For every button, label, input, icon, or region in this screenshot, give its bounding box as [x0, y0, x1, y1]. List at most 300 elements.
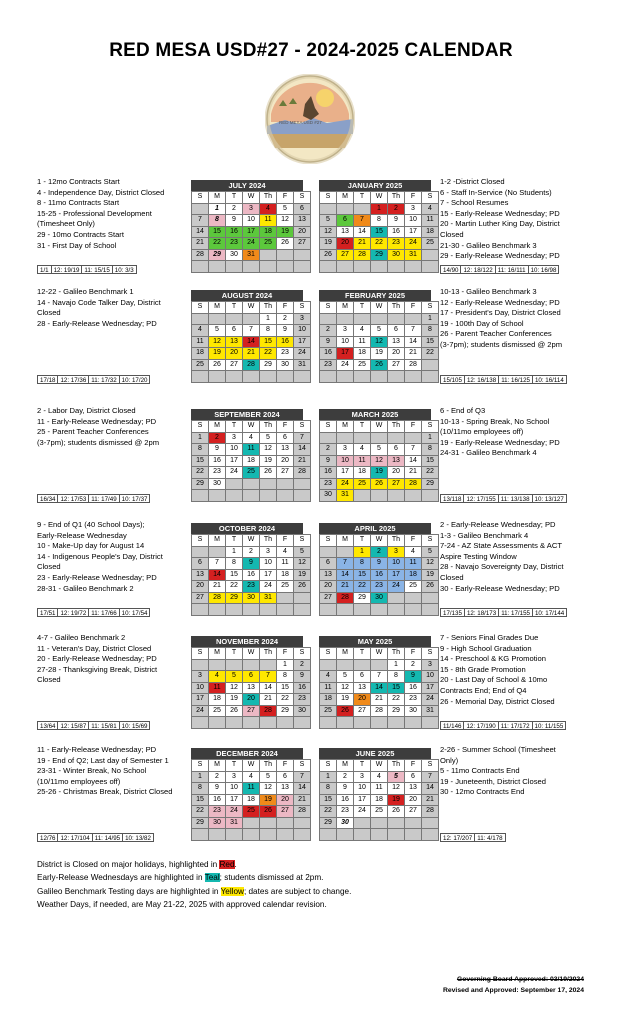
- empty-day-cell: [371, 432, 388, 444]
- legend-weather-line: Weather Days, if needed, are May 21-22, 2025 with approved calendar revision.: [37, 900, 327, 910]
- day-cell: 19: [422, 569, 439, 581]
- event-notes: 11 - Early-Release Wednesday; PD 19 - End of Q2; Last day of Semester 1 23-31 - Winter Break, No School (10/11mo employees off) 25-26 - Christmas Break, District Closed: [37, 745, 173, 797]
- weekday-header: F: [405, 302, 422, 314]
- empty-day-cell: [277, 490, 294, 502]
- empty-day-cell: [294, 478, 311, 490]
- day-count-cell: 13/64: [37, 721, 57, 730]
- day-cell: 20: [388, 467, 405, 479]
- day-cell: 24: [354, 806, 371, 818]
- day-cell: 5: [277, 203, 294, 215]
- day-cell: 2: [371, 546, 388, 558]
- day-cell: 25: [422, 238, 439, 250]
- empty-day-cell: [354, 432, 371, 444]
- day-cell: 15: [192, 455, 209, 467]
- day-cell: 21: [354, 238, 371, 250]
- weekday-header: Th: [260, 648, 277, 660]
- day-cell: 18: [371, 794, 388, 806]
- empty-day-cell: [405, 490, 422, 502]
- day-cell: 12: [371, 455, 388, 467]
- day-cell: 29: [226, 592, 243, 604]
- empty-day-cell: [192, 659, 209, 671]
- day-cell: 3: [388, 546, 405, 558]
- day-cell: 25: [354, 359, 371, 371]
- empty-day-cell: [260, 478, 277, 490]
- day-cell: 18: [243, 455, 260, 467]
- day-cell: 16: [243, 569, 260, 581]
- empty-day-cell: [243, 717, 260, 729]
- weekday-header: T: [354, 648, 371, 660]
- weekday-header: S: [320, 535, 337, 547]
- day-cell: 7: [405, 325, 422, 337]
- day-cell: 8: [422, 444, 439, 456]
- day-count-cell: 11: 4/178: [474, 833, 505, 842]
- empty-day-cell: [294, 249, 311, 261]
- day-cell: 15: [226, 569, 243, 581]
- day-cell: 1: [192, 771, 209, 783]
- weekday-header: S: [294, 648, 311, 660]
- day-cell: 27: [243, 705, 260, 717]
- day-cell: 12: [320, 226, 337, 238]
- month-calendar: [319, 636, 434, 729]
- day-cell: 28: [371, 705, 388, 717]
- day-cell: 7: [422, 771, 439, 783]
- empty-day-cell: [371, 490, 388, 502]
- day-count-cell: 12: 18/173: [464, 608, 498, 617]
- day-cell: 15: [388, 682, 405, 694]
- day-cell: 3: [226, 771, 243, 783]
- day-cell: 19: [260, 455, 277, 467]
- empty-day-cell: [294, 592, 311, 604]
- empty-day-cell: [294, 829, 311, 841]
- empty-day-cell: [209, 717, 226, 729]
- day-cell: 31: [405, 249, 422, 261]
- month-calendar: [191, 523, 306, 616]
- empty-day-cell: [226, 490, 243, 502]
- empty-day-cell: [354, 604, 371, 616]
- weekday-header: T: [226, 648, 243, 660]
- empty-day-cell: [277, 604, 294, 616]
- day-cell: 4: [422, 203, 439, 215]
- day-cell: 29: [388, 705, 405, 717]
- day-cell: 20: [337, 238, 354, 250]
- day-cell: 9: [320, 455, 337, 467]
- weekday-header: S: [192, 302, 209, 314]
- day-cell: 22: [422, 348, 439, 360]
- day-cell: 9: [209, 444, 226, 456]
- day-count-bar: [440, 265, 588, 274]
- day-count-cell: 12: 17/190: [463, 721, 497, 730]
- day-cell: 18: [405, 569, 422, 581]
- day-count-cell: 10: 17/37: [119, 494, 151, 503]
- day-cell: 13: [388, 455, 405, 467]
- day-cell: 13: [354, 682, 371, 694]
- day-cell: 9: [243, 558, 260, 570]
- event-notes: 2-26 - Summer School (Timesheet Only) 5 - 11mo Contracts End 19 - Juneteenth, District Closed 30 - 12mo Contracts End: [440, 745, 556, 797]
- day-cell: 11: [354, 455, 371, 467]
- day-cell: 14: [294, 444, 311, 456]
- empty-day-cell: [226, 659, 243, 671]
- day-cell: 13: [337, 226, 354, 238]
- day-cell: 14: [405, 336, 422, 348]
- day-cell: 3: [337, 444, 354, 456]
- month-title: JANUARY 2025: [319, 180, 431, 191]
- day-cell: 24: [192, 705, 209, 717]
- day-cell: 19: [260, 794, 277, 806]
- empty-day-cell: [294, 261, 311, 273]
- empty-day-cell: [371, 717, 388, 729]
- empty-day-cell: [320, 659, 337, 671]
- day-cell: 24: [260, 581, 277, 593]
- seal-text-left: RED MESA USD #27: [279, 120, 322, 125]
- day-cell: 19: [294, 569, 311, 581]
- empty-day-cell: [294, 604, 311, 616]
- day-cell: 27: [192, 592, 209, 604]
- weekday-header: F: [405, 192, 422, 204]
- empty-day-cell: [209, 313, 226, 325]
- day-count-cell: 10: 17/144: [532, 608, 567, 617]
- day-count-bar: [37, 265, 187, 274]
- day-cell: 5: [371, 444, 388, 456]
- day-cell: 10: [337, 455, 354, 467]
- day-cell: 7: [243, 325, 260, 337]
- day-cell: 13: [388, 336, 405, 348]
- empty-day-cell: [260, 490, 277, 502]
- day-cell: 26: [320, 249, 337, 261]
- day-count-cell: 11: 13/138: [498, 494, 532, 503]
- day-cell: 5: [294, 546, 311, 558]
- weekday-header: Th: [388, 421, 405, 433]
- day-cell: 12: [388, 783, 405, 795]
- day-count-cell: 11: 17/66: [88, 608, 118, 617]
- day-cell: 1: [371, 203, 388, 215]
- day-cell: 20: [294, 226, 311, 238]
- weekday-header: M: [337, 302, 354, 314]
- day-cell: 4: [192, 325, 209, 337]
- empty-day-cell: [294, 817, 311, 829]
- weekday-header: T: [226, 192, 243, 204]
- day-cell: 16: [337, 794, 354, 806]
- day-cell: 7: [209, 558, 226, 570]
- day-cell: 11: [354, 336, 371, 348]
- month-calendar: [319, 748, 434, 841]
- empty-day-cell: [354, 203, 371, 215]
- day-cell: 14: [371, 682, 388, 694]
- weekday-header: F: [405, 648, 422, 660]
- day-cell: 30: [209, 817, 226, 829]
- day-count-cell: 11: 17/49: [88, 494, 118, 503]
- empty-day-cell: [388, 371, 405, 383]
- month-title: SEPTEMBER 2024: [191, 409, 303, 420]
- day-cell: 26: [371, 478, 388, 490]
- weekday-header: T: [354, 760, 371, 772]
- day-cell: 25: [371, 806, 388, 818]
- weekday-header: T: [354, 302, 371, 314]
- weekday-header: S: [294, 760, 311, 772]
- day-cell: 11: [260, 215, 277, 227]
- day-cell: 8: [209, 215, 226, 227]
- day-cell: 14: [405, 455, 422, 467]
- day-count-cell: 12: 17/53: [57, 494, 88, 503]
- day-count-cell: 12: 17/36: [57, 375, 88, 384]
- day-cell: 18: [260, 226, 277, 238]
- day-cell: 28: [337, 592, 354, 604]
- day-cell: 9: [371, 558, 388, 570]
- weekday-header: Th: [260, 760, 277, 772]
- empty-day-cell: [371, 371, 388, 383]
- empty-day-cell: [405, 313, 422, 325]
- day-count-cell: 10: 11/155: [532, 721, 567, 730]
- weekday-header: F: [277, 760, 294, 772]
- empty-day-cell: [422, 817, 439, 829]
- day-cell: 7: [192, 215, 209, 227]
- day-count-bar: [37, 375, 187, 384]
- day-cell: 6: [388, 444, 405, 456]
- day-cell: 8: [320, 783, 337, 795]
- empty-day-cell: [371, 261, 388, 273]
- day-cell: 11: [405, 558, 422, 570]
- day-count-bar: [37, 833, 187, 842]
- day-cell: 6: [243, 671, 260, 683]
- weekday-header: W: [371, 760, 388, 772]
- empty-day-cell: [405, 717, 422, 729]
- empty-day-cell: [388, 817, 405, 829]
- weekday-header: S: [320, 760, 337, 772]
- day-cell: 23: [209, 806, 226, 818]
- day-cell: 23: [277, 348, 294, 360]
- empty-day-cell: [422, 249, 439, 261]
- empty-day-cell: [422, 359, 439, 371]
- weekday-header: F: [277, 421, 294, 433]
- day-cell: 13: [320, 569, 337, 581]
- day-cell: 17: [388, 569, 405, 581]
- empty-day-cell: [243, 313, 260, 325]
- empty-day-cell: [226, 313, 243, 325]
- legend-red-highlight: Red: [219, 860, 235, 869]
- event-notes: 2 - Early-Release Wednesday; PD 1-3 - Galileo Benchmark 4 7-24 - AZ State Assessments & ACT Aspire Testing Window 28 - Navajo Sovereignty Day, District Closed 30 - Early-Release Wednesday; PD: [440, 520, 564, 593]
- day-cell: 27: [226, 359, 243, 371]
- legend-red-line: District is Closed on major holidays, highlighted in Red.: [37, 860, 237, 869]
- day-cell: 12: [422, 558, 439, 570]
- weekday-header: S: [192, 192, 209, 204]
- day-count-cell: 12: 17/155: [463, 494, 497, 503]
- day-cell: 27: [405, 806, 422, 818]
- day-cell: 24: [294, 348, 311, 360]
- day-cell: 15: [320, 794, 337, 806]
- day-cell: 1: [209, 203, 226, 215]
- day-cell: 12: [260, 444, 277, 456]
- weekday-header: T: [354, 535, 371, 547]
- day-cell: 2: [388, 203, 405, 215]
- day-cell: 6: [226, 325, 243, 337]
- day-cell: 15: [277, 682, 294, 694]
- day-cell: 8: [192, 783, 209, 795]
- empty-day-cell: [354, 817, 371, 829]
- day-cell: 15: [422, 336, 439, 348]
- empty-day-cell: [405, 371, 422, 383]
- day-cell: 17: [354, 794, 371, 806]
- day-count-cell: 10: 17/20: [119, 375, 151, 384]
- day-cell: 17: [226, 794, 243, 806]
- day-cell: 1: [260, 313, 277, 325]
- empty-day-cell: [209, 371, 226, 383]
- day-cell: 11: [243, 444, 260, 456]
- day-cell: 24: [226, 467, 243, 479]
- day-count-cell: 12: 19/72: [57, 608, 88, 617]
- day-cell: 12: [209, 336, 226, 348]
- empty-day-cell: [294, 490, 311, 502]
- day-cell: 30: [277, 359, 294, 371]
- weekday-header: W: [371, 302, 388, 314]
- day-cell: 6: [405, 771, 422, 783]
- day-cell: 17: [260, 569, 277, 581]
- empty-day-cell: [243, 604, 260, 616]
- empty-day-cell: [209, 546, 226, 558]
- day-cell: 27: [337, 249, 354, 261]
- weekday-header: M: [209, 535, 226, 547]
- day-cell: 14: [294, 783, 311, 795]
- day-count-cell: 15/105: [440, 375, 464, 384]
- day-cell: 29: [192, 478, 209, 490]
- day-cell: 14: [260, 682, 277, 694]
- empty-day-cell: [354, 371, 371, 383]
- day-cell: 30: [337, 817, 354, 829]
- day-cell: 11: [277, 558, 294, 570]
- day-count-cell: 12: 18/122: [460, 265, 494, 274]
- empty-day-cell: [405, 817, 422, 829]
- district-seal-icon: [265, 74, 355, 164]
- day-count-cell: 11: 15/15: [81, 265, 111, 274]
- day-cell: 7: [354, 215, 371, 227]
- day-cell: 4: [243, 771, 260, 783]
- empty-day-cell: [388, 490, 405, 502]
- day-cell: 23: [337, 806, 354, 818]
- empty-day-cell: [371, 829, 388, 841]
- day-cell: 8: [422, 325, 439, 337]
- day-cell: 23: [209, 467, 226, 479]
- empty-day-cell: [405, 432, 422, 444]
- day-cell: 3: [226, 432, 243, 444]
- empty-day-cell: [277, 371, 294, 383]
- weekday-header: S: [294, 421, 311, 433]
- empty-day-cell: [337, 432, 354, 444]
- day-cell: 15: [209, 226, 226, 238]
- empty-day-cell: [226, 478, 243, 490]
- day-count-cell: 17/18: [37, 375, 57, 384]
- day-cell: 4: [320, 671, 337, 683]
- day-cell: 3: [260, 546, 277, 558]
- day-cell: 20: [354, 694, 371, 706]
- day-count-cell: 13/118: [440, 494, 463, 503]
- month-calendar: [319, 523, 434, 616]
- day-cell: 28: [294, 467, 311, 479]
- day-cell: 14: [243, 336, 260, 348]
- day-cell: 20: [226, 348, 243, 360]
- day-cell: 30: [243, 592, 260, 604]
- day-cell: 14: [422, 783, 439, 795]
- day-cell: 27: [388, 478, 405, 490]
- empty-day-cell: [405, 829, 422, 841]
- legend-yellow-line: Galileo Benchmark Testing days are highlighted in Yellow; dates are subject to change.: [37, 886, 352, 896]
- day-cell: 5: [260, 771, 277, 783]
- day-count-cell: 12: 16/138: [464, 375, 498, 384]
- day-cell: 2: [405, 659, 422, 671]
- weekday-header: S: [320, 421, 337, 433]
- day-cell: 10: [405, 215, 422, 227]
- day-cell: 24: [405, 238, 422, 250]
- day-cell: 18: [209, 694, 226, 706]
- day-count-bar: [440, 833, 588, 842]
- empty-day-cell: [209, 604, 226, 616]
- day-count-cell: 11: 16/125: [498, 375, 532, 384]
- day-cell: 28: [294, 806, 311, 818]
- day-cell: 2: [294, 659, 311, 671]
- day-cell: 20: [388, 348, 405, 360]
- day-cell: 31: [260, 592, 277, 604]
- weekday-header: S: [192, 760, 209, 772]
- weekday-header: Th: [260, 192, 277, 204]
- day-cell: 25: [354, 478, 371, 490]
- empty-day-cell: [260, 717, 277, 729]
- event-notes: 7 - Seniors Final Grades Due 9 - High School Graduation 14 - Preschool & KG Promotion 15 - 8th Grade Promotion 20 - Last Day of School & 10mo Contracts End; End of Q4 26 - Memorial Day, District Closed: [440, 633, 555, 706]
- day-count-cell: 12: 17/104: [57, 833, 91, 842]
- event-notes: 10-13 - Galileo Benchmark 3 12 - Early-Release Wednesday; PD 17 - President's Day, District Closed 19 - 100th Day of School 26 - Parent Teacher Conferences (3-7pm); students dismissed @ 2pm: [440, 287, 563, 349]
- day-cell: 9: [320, 336, 337, 348]
- day-cell: 20: [277, 455, 294, 467]
- day-cell: 30: [320, 490, 337, 502]
- day-count-cell: 12/76: [37, 833, 57, 842]
- day-cell: 18: [354, 348, 371, 360]
- empty-day-cell: [371, 313, 388, 325]
- weekday-header: W: [243, 648, 260, 660]
- day-cell: 21: [209, 581, 226, 593]
- month-calendar: [191, 748, 306, 841]
- day-cell: 15: [192, 794, 209, 806]
- weekday-header: S: [320, 302, 337, 314]
- day-cell: 1: [320, 771, 337, 783]
- empty-day-cell: [337, 717, 354, 729]
- day-cell: 2: [209, 432, 226, 444]
- weekday-header: F: [277, 192, 294, 204]
- day-cell: 23: [388, 238, 405, 250]
- day-cell: 6: [277, 771, 294, 783]
- empty-day-cell: [354, 717, 371, 729]
- legend-teal-highlight: Teal: [204, 873, 220, 883]
- empty-day-cell: [405, 604, 422, 616]
- legend-yellow-highlight: Yellow: [220, 886, 244, 896]
- day-count-cell: 10: 17/54: [119, 608, 151, 617]
- day-cell: 5: [260, 432, 277, 444]
- day-cell: 8: [371, 215, 388, 227]
- empty-day-cell: [422, 717, 439, 729]
- day-cell: 23: [320, 478, 337, 490]
- day-cell: 17: [337, 467, 354, 479]
- day-cell: 19: [226, 694, 243, 706]
- weekday-header: F: [277, 648, 294, 660]
- day-cell: 2: [243, 546, 260, 558]
- month-title: NOVEMBER 2024: [191, 636, 303, 647]
- empty-day-cell: [277, 261, 294, 273]
- weekday-header: F: [405, 760, 422, 772]
- day-cell: 25: [260, 238, 277, 250]
- day-cell: 6: [354, 671, 371, 683]
- day-cell: 20: [277, 794, 294, 806]
- weekday-header: M: [209, 192, 226, 204]
- month-calendar: [319, 409, 434, 502]
- day-count-bar: [440, 608, 588, 617]
- day-cell: 16: [209, 455, 226, 467]
- day-count-cell: 1/1: [37, 265, 51, 274]
- day-cell: 18: [422, 226, 439, 238]
